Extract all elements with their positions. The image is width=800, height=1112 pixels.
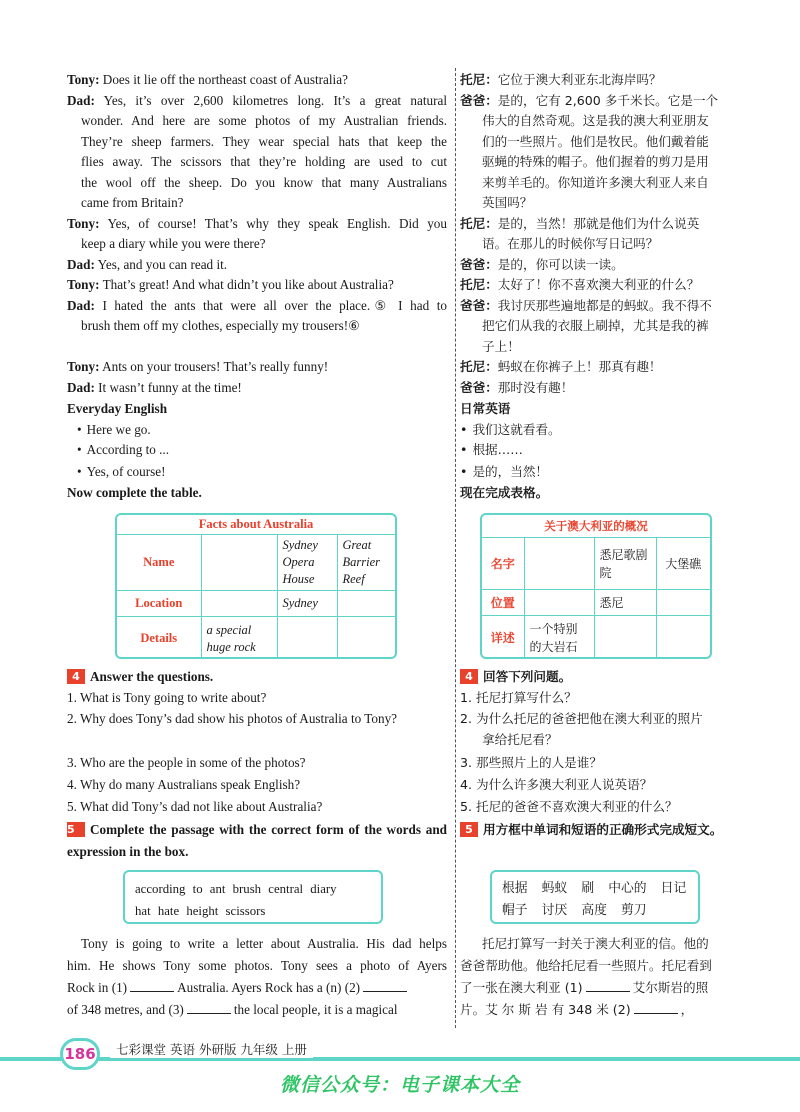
dialogue-line: 驱蝇的特殊的帽子。他们握着的剪刀是用: [482, 154, 709, 169]
everyday-item: • Yes, of course!: [77, 462, 166, 482]
dialogue-line: brush them off my clothes, especially my trousers!⑥: [81, 318, 360, 333]
word-box-line: according to ant brush central diary: [135, 882, 337, 896]
everyday-item: • Here we go.: [77, 420, 151, 440]
dialogue-line: 语。在那儿的时候你写日记吗？: [482, 236, 659, 251]
question: 3. 那些照片上的人是谁？: [460, 755, 602, 770]
dialogue-line: 托尼：它位于澳大利亚东北海岸吗？: [460, 72, 662, 87]
answer-blank[interactable]: [586, 980, 630, 992]
question: 5. 托尼的爸爸不喜欢澳大利亚的什么？: [460, 799, 678, 814]
dialogue-line: Dad: Yes, and you can read it.: [67, 257, 228, 272]
table-cell-opera: Sydney Opera House: [277, 535, 337, 591]
facts-table: [115, 513, 397, 659]
row-header-name: 名字: [482, 538, 524, 590]
table-cell-empty: [277, 617, 337, 660]
table-cell-opera: 悉尼歌剧院: [594, 538, 656, 590]
dialogue-line: came from Britain?: [81, 195, 184, 210]
dialogue-line: Tony: Ants on your trousers! That’s really funny!: [67, 359, 329, 374]
column-divider: [455, 68, 456, 1028]
row-header-details: 详述: [482, 616, 524, 660]
dialogue-line: 爸爸：我讨厌那些遍地都是的蚂蚁。我不得不: [460, 298, 712, 313]
table-cell-empty: [337, 591, 395, 617]
table-title: 关于澳大利亚的概况: [482, 515, 710, 538]
everyday-english-heading: Everyday English: [67, 401, 168, 416]
section-4-heading: 4 Answer the questions.: [67, 667, 213, 687]
dialogue-line: 把它们从我的衣服上刷掉，尤其是我的裤: [482, 318, 709, 333]
page-number: 186: [60, 1038, 100, 1070]
dialogue-line: Dad: I hated the ants that were all over the place.⑤ I had to: [67, 298, 448, 313]
word-box-line: hat hate height scissors: [135, 904, 266, 918]
section-4-heading: 4 回答下列问题。: [460, 667, 571, 687]
answer-blank[interactable]: [187, 1002, 231, 1014]
passage-line: 片。艾 尔 斯 岩 有 348 米 (2) ，: [460, 1002, 694, 1017]
section-5-heading: 5 Complete the passage with the correct form of the words and: [67, 822, 447, 837]
dialogue-line: Tony: Yes, of course! That’s why they speak English. Did you: [67, 216, 447, 231]
dialogue-line: 托尼：蚂蚁在你裤子上！那真有趣！: [460, 359, 662, 374]
question: 2. Why does Tony’s dad show his photos of Australia to Tony?: [67, 711, 398, 726]
question: 3. Who are the people in some of the photos?: [67, 755, 306, 770]
dialogue-line: Tony: That’s great! And what didn’t you like about Australia?: [67, 277, 394, 292]
dialogue-line: 子上！: [482, 339, 520, 354]
book-title: 七彩课堂 英语 外研版 九年级 上册: [110, 1040, 313, 1058]
dialogue-line: Dad: Yes, it’s over 2,600 kilometres long. It’s a great natural: [67, 93, 447, 108]
dialogue-line: 英国吗？: [482, 195, 533, 210]
passage-line: Rock in (1) Australia. Ayers Rock has a (n) (2): [67, 978, 410, 998]
passage-line: of 348 metres, and (3) the local people, it is a magical: [67, 1002, 398, 1017]
dialogue-line: the wool off the sheep. Do you know that many Australians: [81, 175, 447, 190]
table-cell-sydney: Sydney: [277, 591, 337, 617]
question: 4. 为什么许多澳大利亚人说英语？: [460, 777, 653, 792]
word-box: [490, 870, 700, 924]
table-cell-rock: a special huge rock: [201, 617, 277, 660]
passage-line: 了一张在澳大利亚 (1) 艾尔斯岩的照: [460, 980, 709, 995]
question: 4. Why do many Australians speak English?: [67, 777, 301, 792]
table-cell-reef: 大堡礁: [656, 538, 710, 590]
dialogue-line: keep a diary while you were there?: [81, 236, 266, 251]
dialogue-line: flies away. The scissors that they’re holding are used to cut: [81, 154, 447, 169]
section-5-heading-cont: expression in the box.: [67, 844, 189, 859]
word-box: [123, 870, 383, 924]
table-instruction: Now complete the table.: [67, 485, 202, 500]
table-cell-empty: [656, 590, 710, 616]
section-5-heading: 5 用方框中单词和短语的正确形式完成短文。: [460, 820, 722, 840]
dialogue-line: wonder. And here are some photos of my Australian friends.: [81, 113, 447, 128]
table-cell-reef: Great Barrier Reef: [337, 535, 395, 591]
dialogue-line: 伟大的自然奇观。这是我的澳大利亚朋友: [482, 113, 709, 128]
watermark-text: 微信公众号：电子课本大全: [279, 1074, 520, 1096]
passage-line: 托尼打算写一封关于澳大利亚的信。他的: [482, 936, 709, 951]
everyday-item: • 我们这就看看。: [460, 420, 561, 440]
word-box-line: 根据 蚂蚁 刷 中心的 日记: [502, 881, 687, 896]
dialogue-line: 托尼：是的，当然！那就是他们为什么说英: [460, 216, 700, 231]
facts-table: [480, 513, 712, 659]
table-cell-rock: 一个特别的大岩石: [524, 616, 594, 660]
answer-blank[interactable]: [363, 980, 407, 992]
dialogue-line: 爸爸：是的，你可以读一读。: [460, 257, 624, 272]
table-instruction: 现在完成表格。: [460, 485, 549, 500]
dialogue-line: They’re sheep farmers. They wear special hats that keep the: [81, 134, 447, 149]
everyday-item: • According to ...: [77, 440, 169, 460]
row-header-name: Name: [117, 535, 201, 591]
row-header-location: 位置: [482, 590, 524, 616]
dialogue-line: 来剪羊毛的。你知道许多澳大利亚人来自: [482, 175, 709, 190]
passage-line: him. He shows Tony some photos. Tony sees a photo of Ayers: [67, 958, 447, 973]
table-cell-empty: [201, 535, 277, 591]
dialogue-line: 爸爸：那时没有趣！: [460, 380, 574, 395]
dialogue-line: Dad: It wasn’t funny at the time!: [67, 380, 242, 395]
table-cell-empty: [201, 591, 277, 617]
question: 1. What is Tony going to write about?: [67, 690, 267, 705]
answer-blank[interactable]: [634, 1002, 678, 1014]
table-cell-empty: [656, 616, 710, 660]
everyday-item: • 是的，当然！: [460, 462, 548, 482]
table-cell-empty: [524, 538, 594, 590]
question: 2. 为什么托尼的爸爸把他在澳大利亚的照片: [460, 711, 703, 726]
table-cell-empty: [337, 617, 395, 660]
table-cell-empty: [524, 590, 594, 616]
question: 5. What did Tony’s dad not like about Australia?: [67, 799, 323, 814]
answer-blank[interactable]: [130, 980, 174, 992]
passage-line: Tony is going to write a letter about Australia. His dad helps: [81, 936, 447, 951]
table-title: Facts about Australia: [117, 515, 395, 535]
table-cell-sydney: 悉尼: [594, 590, 656, 616]
everyday-item: • 根据……: [460, 440, 523, 460]
question: 1. 托尼打算写什么？: [460, 690, 577, 705]
dialogue-line: 托尼：太好了！你不喜欢澳大利亚的什么？: [460, 277, 700, 292]
dialogue-line: 们的一些照片。他们是牧民。他们戴着能: [482, 134, 709, 149]
everyday-english-heading: 日常英语: [460, 401, 511, 416]
word-box-line: 帽子 讨厌 高度 剪刀: [502, 903, 647, 918]
question: 拿给托尼看？: [482, 732, 558, 747]
row-header-location: Location: [117, 591, 201, 617]
row-header-details: Details: [117, 617, 201, 660]
passage-line: 爸爸帮助他。他给托尼看一些照片。托尼看到: [460, 958, 712, 973]
dialogue-line: 爸爸：是的，它有 2,600 多千米长。它是一个: [460, 93, 719, 108]
dialogue-line: Tony: Does it lie off the northeast coast of Australia?: [67, 72, 348, 87]
table-cell-empty: [594, 616, 656, 660]
